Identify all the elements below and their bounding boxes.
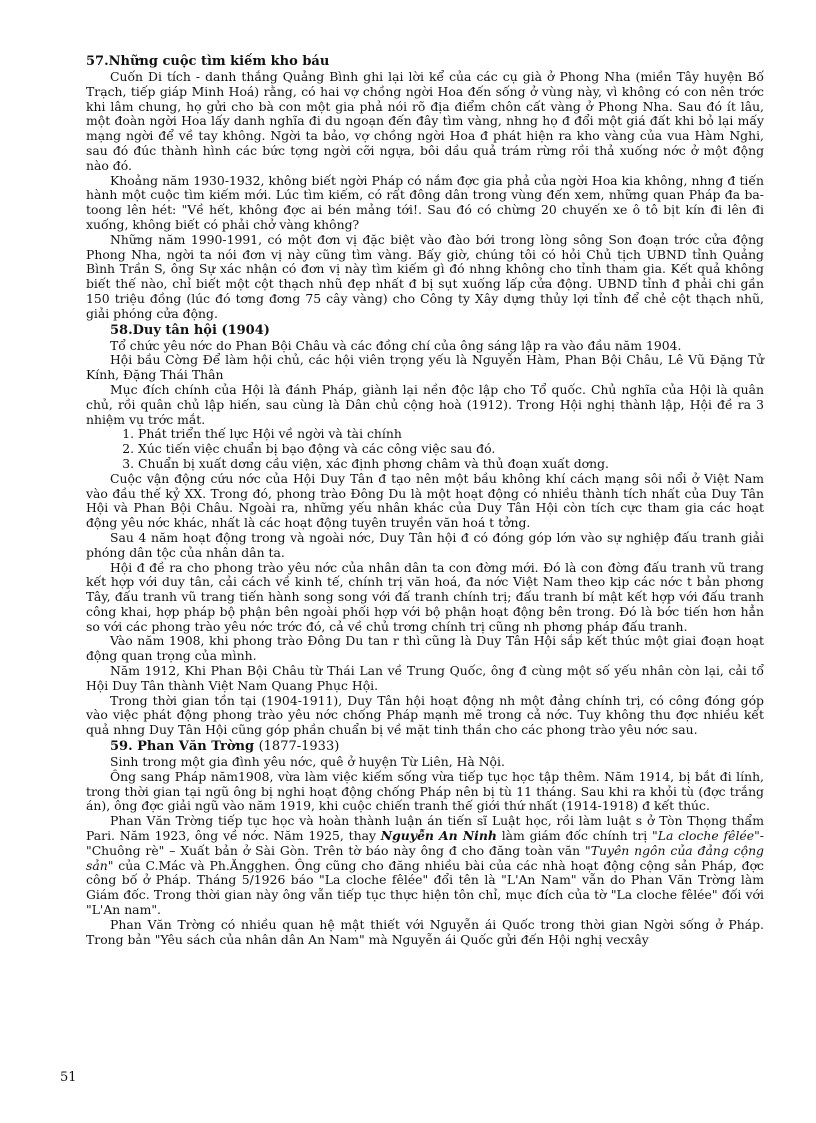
list-item: 1. Phát triển thế lực Hội về ngời và tài chính <box>138 427 764 442</box>
section-59-paragraph: Sinh trong một gia đình yêu nớc, quê ở huyện Từ Liên, Hà Nội. <box>110 754 505 770</box>
section-59-heading <box>86 738 764 755</box>
section-59-paragraph: Phan Văn Trờng có nhiều quan hệ mật thiết với Nguyễn ái Quốc trong thời gian Ngời sống ở Pháp. Trong bản "Yêu sách của nhân dân An Nam" mà Nguyễn ái Quốc gửi đến Hội nghị vecxây <box>86 916 764 947</box>
section-58-paragraph: Trong thời gian tồn tại (1904-1911), Duy Tân hội hoạt động nh một đảng chính trị, có công đóng góp vào việc phát động phong trào yêu nớc chống Pháp mạnh mẽ trong cả nớc. Tuy không thu đợc nhiều kết quả nhng Duy Tân Hội cũng góp phần chuẩn bị về mặt tinh thần cho các phong trào yêu nớc sau. <box>86 692 764 738</box>
manifesto-title: "Tuyên ngôn của đảng cộng sản" <box>86 842 764 873</box>
section-58-paragraph: Vào năm 1908, khi phong trào Đông Du tan r thì cũng là Duy Tân Hội sắp kết thúc một giai đoạn hoạt động quan trọng của mình. <box>86 633 764 664</box>
section-58-paragraph: Năm 1912, Khi Phan Bội Châu từ Thái Lan về Trung Quốc, ông đ cùng một số yếu nhân còn lại, cải tổ Hội Duy Tân thành Việt Nam Quang Phục Hội. <box>86 663 764 693</box>
section-59-paragraph: Ông sang Pháp năm1908, vừa làm việc kiếm sống vừa tiếp tục học tập thêm. Năm 1914, bị bắt đi lính, trong thời gian tại ngũ ông bị nghi hoạt động chống Pháp nên bị tù 11 tháng. Sau khi ra khỏi tù (đợc trắng án), ông đợc giải ngũ vào năm 1919, khi cuộc chiến tranh thế giới thứ nhất (1914-1918) đ kết thúc. <box>86 768 764 814</box>
section-59-title: 59. Phan Văn Trờng <box>110 739 255 755</box>
section-58-paragraph: Cuộc vận động cứu nớc của Hội Duy Tân đ tạo nên một bầu không khí cách mạng sôi nổi ở Việt Nam vào đầu thế kỷ XX. Trong đó, phong trào Đông Du là một hoạt động có nhiều thành tích nhất của Duy Tân Hội và Phan Bội Châu. Ngoài ra, những yếu nhân khác của Duy Tân Hội còn tích cực tham gia các hoạt động yêu nớc khác, nhất là các hoạt động tuyên truyền văn hoá t tởng. <box>86 470 764 531</box>
section-57-paragraph: Những năm 1990-1991, có một đơn vị đặc biệt vào đào bới trong lòng sông Son đoạn trớc cửa động Phong Nha, ngời ta nói đơn vị này cũng tìm vàng. Bấy giờ, chúng tôi có hỏi Chủ tịch UBND tỉnh Quảng Bình Trần S, ông Sự xác nhận có đơn vị này tìm kiếm gì đó nhng không cho tỉnh tham gia. Kết quả không biết thế nào, chỉ biết một cột thạch nhũ đẹp nhất đ bị sụt xuống lấp cửa động. UBND tỉnh đ phải chi gần 150 triệu đồng (lúc đó tơng đơng 75 cây vàng) cho Công ty Xây dựng thủy lợi tỉnh để chẻ cột thạch nhũ, giải phóng cửa động. <box>86 231 764 321</box>
section-57-paragraph: Cuốn Di tích - danh thắng Quảng Bình ghi lại lời kể của các cụ già ở Phong Nha (miền Tây huyện Bố Trạch, tiếp giáp Minh Hoá) rằng, có hai vợ chồng ngời Hoa đến sống ở vùng này, vì không có con nên trớc khi lâm chung, họ gửi cho bà con một gia phả nói rõ địa điểm chôn cất vàng ở Phong Nha. Sau đó ít lâu, một đoàn ngời Hoa lấy danh nghĩa đi du ngoạn đến đây tìm vàng, nhng họ đ đổi một giá đất khi bỏ lại mấy mạng ngời để về tay không. Ngời ta bảo, vợ chồng ngời Hoa đ phát hiện ra kho vàng của vua Hàm Nghi, sau đó đúc thành hình các bức tợng ngời cỡi ngựa, bôi dầu quả trám rừng rồi thả xuống nớc ở một động nào đó. <box>86 69 764 173</box>
section-58-paragraph: Hội bầu Cờng Để làm hội chủ, các hội viên trọng yếu là Nguyễn Hàm, Phan Bội Châu, Lê Vũ Đặng Tử Kính, Đặng Thái Thân <box>86 352 764 383</box>
document-body <box>86 53 764 947</box>
section-58-paragraph: Hội đ đề ra cho phong trào yêu nớc của nhân dân ta con đờng mới. Đó là con đờng đấu tranh vũ trang kết hợp với duy tân, cải cách về kinh tế, chính trị văn hoá, đa nớc Việt Nam theo kịp các nớc t bản phơng Tây, đấu tranh vũ trang tiến hành song song với đấ tranh chính trị; đấu tranh bí mật kết hợp với đấu tranh công khai, hợp pháp bộ phận bên ngoài phối hợp với bộ phận hoạt động bên trong. Đó là bớc tiến hơn hẳn so với các phong trào yêu nớc trớc đó, cả về chủ trơng chính trị cũng nh phơng pháp đấu tranh. <box>86 559 764 634</box>
section-58-heading: 58.Duy tân hội (1904) <box>110 322 270 338</box>
section-58-paragraph: Mục đích chính của Hội là đánh Pháp, giành lại nền độc lập cho Tổ quốc. Chủ nghĩa của Hội là quân chủ, rồi quân chủ lập hiến, sau cùng là Dân chủ cộng hoà (1912). Trong Hội nghị thành lập, Hội đề ra 3 nhiệm vụ trớc mắt. <box>86 381 764 427</box>
list-item: 3. Chuẩn bị xuất dơng cầu viện, xác định phơng châm và thủ đoạn xuất dơng. <box>138 457 764 472</box>
name-nguyen-an-ninh: Nguyễn An Ninh <box>380 828 497 844</box>
section-57-heading: 57.Những cuộc tìm kiếm kho báu <box>86 54 330 69</box>
newspaper-title: "La cloche fêlée" <box>652 828 760 844</box>
section-59-years: (1877-1933) <box>258 739 340 755</box>
section-59-paragraph: Phan Văn Trờng tiếp tục học và hoàn thành luận án tiến sĩ Luật học, rồi làm luật s ở Tòn Thọng thẩm Pari. Năm 1923, ông về nớc. Năm 1925, thay Nguyễn An Ninh làm giám đốc chính trị "La cloche fêlée"- "Chuông rè" – Xuất bản ở Sài Gòn. Trên tờ báo này ông đ cho đăng toàn văn "Tuyên ngôn của đảng cộng sản" của C.Mác và Ph.Ăngghen. Ông cũng cho đăng nhiều bài của các nhà hoạt động cộng sản Pháp, đợc công bố ở Pháp. Tháng 5/1926 báo "La cloche fêlée" đổi tên là "L'An Nam" vẫn do Phan Văn Trờng làm Giám đốc. Trong thời gian này ông vẫn tiếp tục thực hiện tôn chỉ, mục đích của tờ "La cloche fêlée" đối với "L'An nam". <box>86 813 764 918</box>
list-item: 2. Xúc tiến việc chuẩn bị bạo động và các công việc sau đó. <box>138 442 764 457</box>
section-58-paragraph: Sau 4 năm hoạt động trong và ngoài nớc, Duy Tân hội đ có đóng góp lớn vào sự nghiệp đấu tranh giải phóng dân tộc của nhân dân ta. <box>86 529 764 560</box>
page-number: 51 <box>60 1070 77 1085</box>
section-57-paragraph: Khoảng năm 1930-1932, không biết ngời Pháp có nắm đợc gia phả của ngời Hoa kia không, nhng đ tiến hành một cuộc tìm kiếm mới. Lúc tìm kiếm, có rất đông dân trong vùng đến xem, những quan Pháp đa ba-toong lên hét: "Về hết, không đợc ai bén mảng tới!. Sau đó có chừng 20 chuyến xe ô tô bịt kín đi lên đi xuống, không biết có phải chở vàng không? <box>86 172 764 232</box>
section-58-paragraph: Tổ chức yêu nớc do Phan Bội Châu và các đồng chí của ông sáng lập ra vào đầu năm 1904. <box>110 337 682 353</box>
section-58-task-list <box>86 427 764 471</box>
